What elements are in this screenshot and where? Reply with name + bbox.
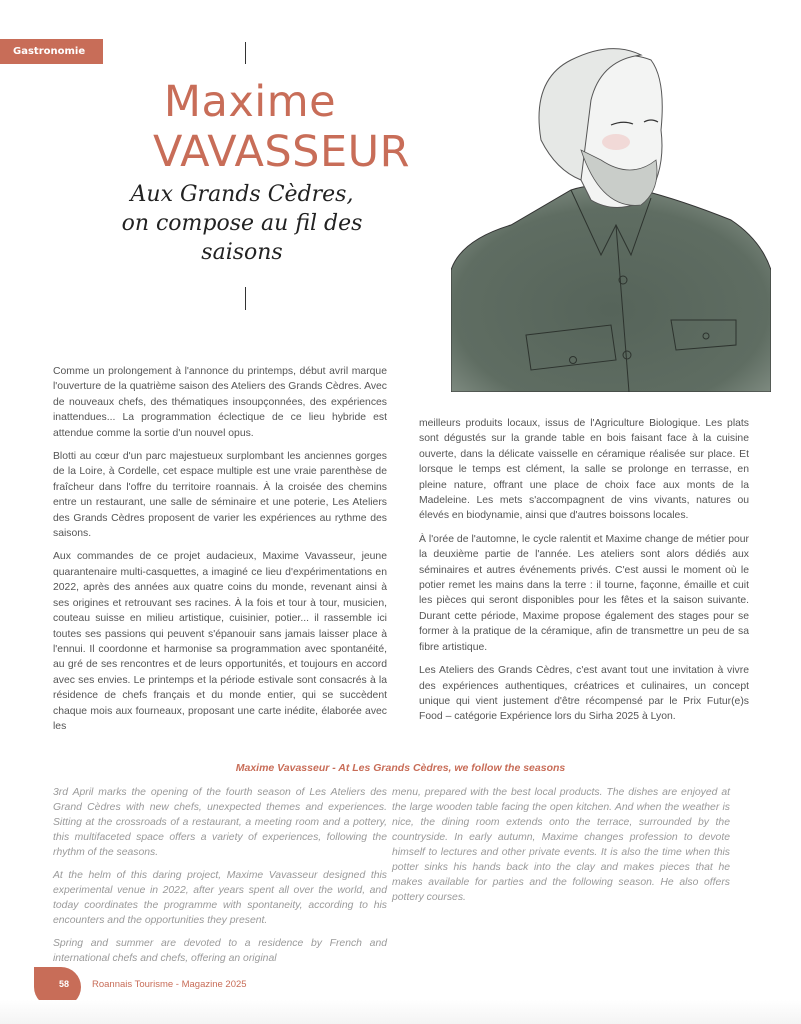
decorative-divider-top xyxy=(245,42,246,64)
paragraph: meilleurs produits locaux, issus de l'Agriculture Biologique. Les plats sont dégustés sur la grande table en bois faisant face à la cuisine ouverte, dans la délicate vaisselle en céramique réalisée sur place. Et lorsque le temps est clément, la salle se prolonge en terrasse, en pleine nature, offrant une place de choix face aux monts de la Madeleine. Les mets s'accompagnent de vins vivants, natures ou élevés en biodynamie, ainsi que d'autres boissons locales. xyxy=(419,418,749,522)
page-bottom-shadow xyxy=(0,1000,801,1024)
subtitle xyxy=(92,180,392,267)
paragraph: Blotti au cœur d'un parc majestueux surplombant les anciennes gorges de la Loire, à Cordelle, cet espace multiple est une vraie parenthèse de fraîcheur dans l'offre du territoire roannais. À la croisée des chemins entre un restaurant, une salle de séminaire et une poterie, Les Ateliers des Grands Cèdres proposent de varier les expériences au rythme des saisons. xyxy=(53,451,387,540)
subtitle-line: saisons xyxy=(201,240,283,265)
article-column-english-1 xyxy=(53,785,387,974)
subtitle-line: Aux Grands Cèdres, xyxy=(130,182,354,207)
paragraph: At the helm of this daring project, Maxime Vavasseur designed this experimental venue in 2022, after years spent all over the world, and today coordinates the programme with spontaneity, according to his encounters and the opportunities they present. xyxy=(53,870,387,926)
page-number: 58 xyxy=(58,979,69,989)
subtitle-line: on compose au fil des xyxy=(121,211,363,236)
article-column-french-1 xyxy=(53,364,387,742)
article-column-english-2 xyxy=(392,785,730,913)
paragraph: Aux commandes de ce projet audacieux, Maxime Vavasseur, jeune quarantenaire multi-casquettes, a imaginé ce lieu d'expérimentations en 2022, après des années aux quatre coins du monde, revenant ainsi à ses origines et retrouvant ses racines. À la fois et tour à tour, musicien, couteau suisse en milieu artistique, cuisinier, potier... il rassemble ici toutes ses passions qui peuvent s'épanouir sans jamais laisser place à l'ennui. Il coordonne et harmonise sa programmation avec spontanéité, au gré de ses rencontres et de leurs opportunités, et toujours en accord avec ses envies. Le printemps et la période estivale sont consacrés à la résidence de chefs français et du monde entier, qui se succèdent chaque mois aux fourneaux, proposant une carte inédite, élaborée avec les xyxy=(53,551,387,732)
paragraph: À l'orée de l'automne, le cycle ralentit et Maxime change de métier pour la deuxième partie de l'année. Les ateliers sont alors dédiés aux séminaires et autres événements privés. C'est aussi le moment où le potier remet les mains dans la terre : il tourne, façonne, émaille et cuit les pièces qui seront disponibles pour les fêtes et la saison suivante. Durant cette période, Maxime propose également des stages pour se former à la pratique de la céramique, afin de transmettre un peu de sa fibre artistique. xyxy=(419,533,749,653)
paragraph: Les Ateliers des Grands Cèdres, c'est avant tout une invitation à vivre des expériences authentiques, créatrices et culinaires, un concept unique qui vient justement d'être récompensé par le Prix Futur(e)s Food – catégorie Expérience lors du Sirha 2025 à Lyon. xyxy=(419,665,749,723)
article-column-french-2 xyxy=(419,416,749,733)
section-tag: Gastronomie xyxy=(0,39,103,64)
paragraph: Spring and summer are devoted to a residence by French and international chefs and chefs, offering an original xyxy=(53,938,387,964)
portrait-icon xyxy=(451,40,771,392)
portrait-illustration xyxy=(451,40,771,392)
title-first-name: Maxime xyxy=(163,77,337,127)
publication-name: Roannais Tourisme - Magazine 2025 xyxy=(92,979,247,990)
title-last-name: VAVASSEUR xyxy=(152,127,410,177)
paragraph: menu, prepared with the best local products. The dishes are enjoyed at the large wooden table facing the open kitchen. And when the weather is nice, the dining room extends onto the terrace, surrounded by the countryside. In early autumn, Maxime changes profession to devote himself to lectures and other private events. It is also the time when this potter sinks his hands back into the clay and makes pieces that he makes available for parties and the following season. He also offers pottery courses. xyxy=(392,787,730,903)
paragraph: 3rd April marks the opening of the fourth season of Les Ateliers des Grand Cèdres with new chefs, unexpected themes and experiences. Sitting at the crossroads of a restaurant, a meeting room and a pottery, this multifaceted space offers a variety of experiences, following the rhythm of the seasons. xyxy=(53,787,387,858)
english-summary-title: Maxime Vavasseur - At Les Grands Cèdres, we follow the seasons xyxy=(235,762,566,774)
paragraph: Comme un prolongement à l'annonce du printemps, début avril marque l'ouverture de la quatrième saison des Ateliers des Grands Cèdres. Avec de nouveaux chefs, des thématiques insoupçonnées, des expériences inattendues... La programmation éclectique de ce lieu hybride est attendue comme la sortie d'un nouvel opus. xyxy=(53,366,387,439)
decorative-divider-bottom xyxy=(245,287,246,310)
